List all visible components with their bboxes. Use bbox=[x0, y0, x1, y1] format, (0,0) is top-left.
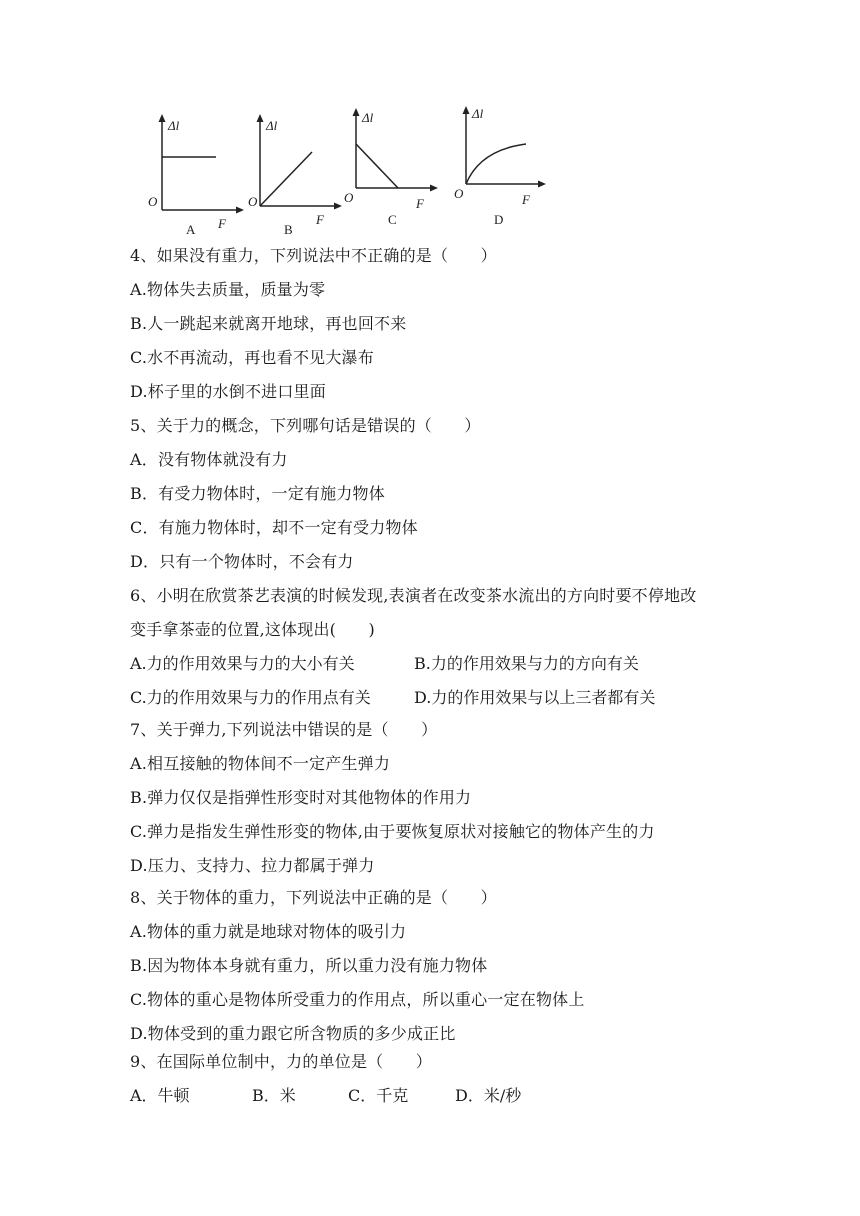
graph-a-xlabel: F bbox=[218, 216, 226, 231]
q4-stem: 4、如果没有重力，下列说法中不正确的是（ ） bbox=[130, 246, 497, 265]
graph-b-xlabel: F bbox=[316, 212, 324, 227]
q5-option-b: B．有受力物体时，一定有施力物体 bbox=[130, 484, 385, 503]
graph-d-svg bbox=[450, 104, 560, 229]
q4-option-c: C.水不再流动，再也看不见大瀑布 bbox=[130, 348, 374, 367]
q5-option-d: D．只有一个物体时，不会有力 bbox=[130, 552, 354, 571]
q7-option-a: A.相互接触的物体间不一定产生弹力 bbox=[130, 754, 391, 773]
q9-stem: 9、在国际单位制中，力的单位是（ ） bbox=[130, 1052, 432, 1071]
graph-a bbox=[140, 110, 240, 239]
q6-option-d: D.力的作用效果与以上三者都有关 bbox=[414, 688, 656, 707]
graph-a-svg bbox=[140, 110, 240, 235]
graph-b-line bbox=[260, 152, 312, 206]
graph-d-xlabel: F bbox=[522, 192, 530, 207]
q8-stem: 8、关于物体的重力，下列说法中正确的是（ ） bbox=[130, 888, 497, 907]
graph-d-curve bbox=[466, 144, 526, 184]
graph-options bbox=[130, 100, 570, 240]
q7-option-d: D.压力、支持力、拉力都属于弹力 bbox=[130, 856, 375, 875]
q5-option-c: C．有施力物体时，却不一定有受力物体 bbox=[130, 518, 418, 537]
q4-option-a: A.物体失去质量，质量为零 bbox=[130, 280, 326, 299]
q6-option-b: B.力的作用效果与力的方向有关 bbox=[414, 654, 639, 673]
graph-d-origin: O bbox=[454, 186, 464, 201]
graph-b-origin: O bbox=[248, 194, 258, 209]
q7-option-b: B.弹力仅仅是指弹性形变时对其他物体的作用力 bbox=[130, 788, 472, 807]
graph-c-svg bbox=[342, 104, 442, 229]
q9-option-c: C．千克 bbox=[348, 1086, 409, 1105]
graph-b-ylabel: Δl bbox=[266, 118, 278, 133]
graph-c-ylabel: Δl bbox=[362, 110, 374, 125]
graph-c-letter: C bbox=[388, 212, 397, 227]
q8-option-a: A.物体的重力就是地球对物体的吸引力 bbox=[130, 922, 407, 941]
q7-stem: 7、关于弹力,下列说法中错误的是（ ） bbox=[130, 720, 438, 739]
q4-option-b: B.人一跳起来就离开地球，再也回不来 bbox=[130, 314, 407, 333]
graph-a-origin: O bbox=[148, 194, 158, 209]
graph-b-letter: B bbox=[284, 222, 293, 237]
q7-option-c: C.弹力是指发生弹性形变的物体,由于要恢复原状对接触它的物体产生的力 bbox=[130, 822, 655, 841]
q5-stem: 5、关于力的概念，下列哪句话是错误的（ ） bbox=[130, 416, 481, 435]
q8-option-d: D.物体受到的重力跟它所含物质的多少成正比 bbox=[130, 1024, 456, 1043]
q6-option-a: A.力的作用效果与力的大小有关 bbox=[130, 654, 355, 673]
q9-option-a: A．牛顿 bbox=[130, 1086, 190, 1105]
q6-stem-line2: 变手拿茶壶的位置,这体现出( ) bbox=[130, 620, 375, 639]
q8-option-c: C.物体的重心是物体所受重力的作用点，所以重心一定在物体上 bbox=[130, 990, 585, 1009]
graph-b bbox=[242, 110, 342, 239]
q9-option-b: B．米 bbox=[252, 1086, 296, 1105]
graph-b-svg bbox=[242, 110, 342, 235]
graph-c-origin: O bbox=[344, 190, 354, 205]
q9-option-d: D．米/秒 bbox=[455, 1086, 522, 1105]
q5-option-a: A．没有物体就没有力 bbox=[130, 450, 288, 469]
graph-c-xlabel: F bbox=[416, 196, 424, 211]
graph-d-ylabel: Δl bbox=[472, 106, 484, 121]
q6-option-c: C.力的作用效果与力的作用点有关 bbox=[130, 688, 371, 707]
graph-c-line bbox=[356, 144, 398, 188]
q8-option-b: B.因为物体本身就有重力，所以重力没有施力物体 bbox=[130, 956, 488, 975]
q4-option-d: D.杯子里的水倒不进口里面 bbox=[130, 382, 326, 401]
graph-a-ylabel: Δl bbox=[168, 118, 180, 133]
q6-stem-line1: 6、小明在欣赏茶艺表演的时候发现,表演者在改变茶水流出的方向时要不停地改 bbox=[130, 586, 697, 605]
graph-d bbox=[450, 104, 560, 233]
graph-a-letter: A bbox=[186, 222, 196, 237]
graph-c bbox=[342, 104, 442, 233]
graph-d-letter: D bbox=[494, 212, 504, 227]
